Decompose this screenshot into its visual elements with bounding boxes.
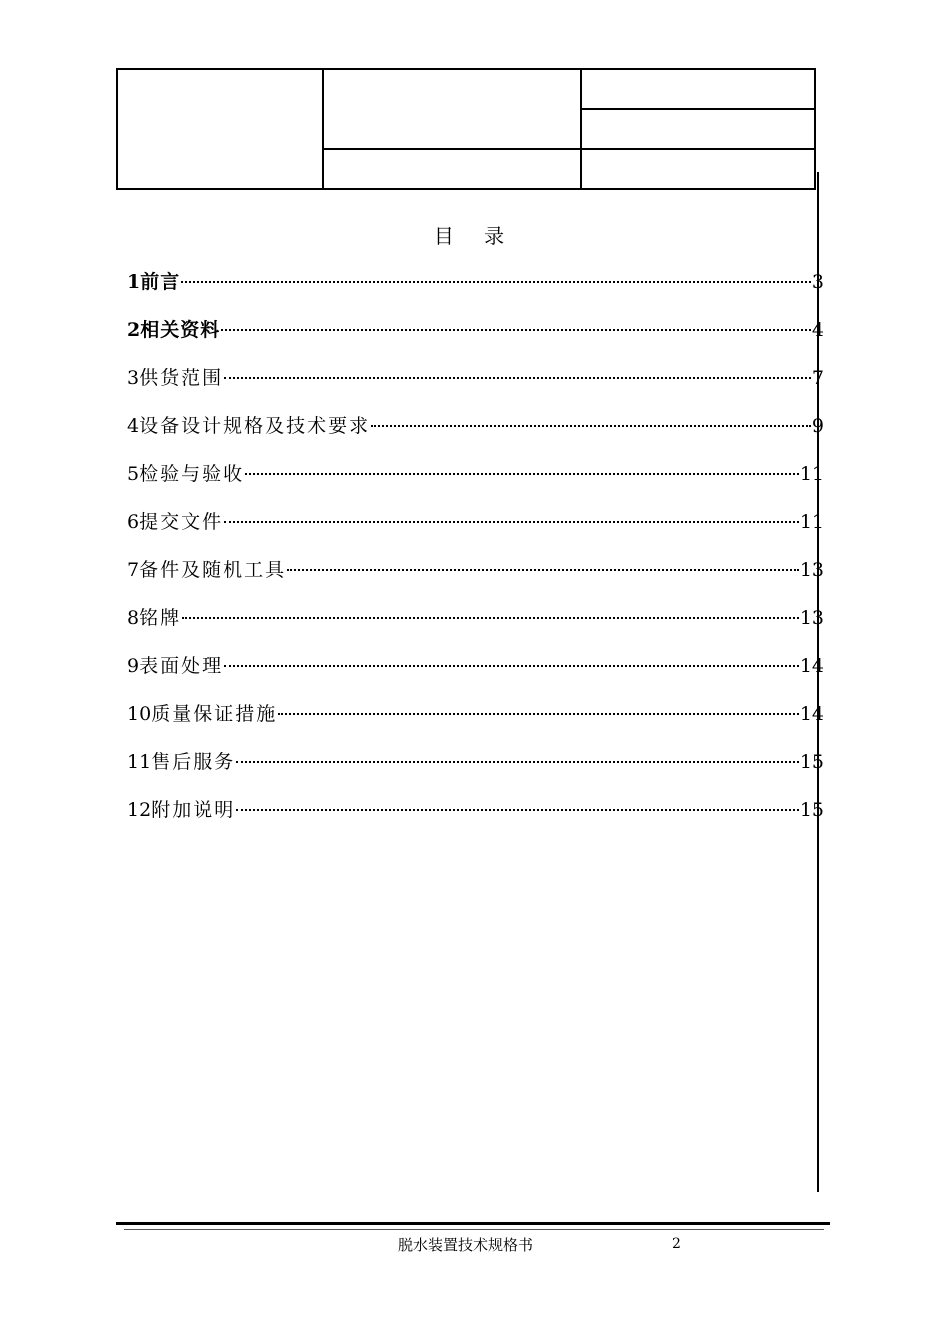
toc-entry-number: 2 (127, 319, 141, 341)
toc-entry-title: 提交文件 (139, 511, 224, 533)
footer-rule-thick (116, 1222, 830, 1225)
toc-entry-title: 设备设计规格及技术要求 (139, 415, 371, 437)
toc-entry-page: 15 (799, 799, 824, 821)
toc-entry[interactable] (127, 598, 824, 646)
toc-entry-title: 表面处理 (139, 655, 224, 677)
toc-leader-dots (236, 760, 799, 763)
footer-page-number: 2 (672, 1236, 681, 1252)
toc-leader-dots (181, 280, 811, 283)
toc-entry-page: 7 (811, 367, 824, 389)
toc-entry-page: 15 (799, 751, 824, 773)
toc-entry[interactable] (127, 790, 824, 838)
toc-entry-number: 12 (127, 799, 152, 821)
toc-leader-dots (224, 520, 799, 523)
toc-leader-dots (287, 568, 799, 571)
toc-entry-title: 检验与验收 (139, 463, 245, 485)
toc-entry-title: 附加说明 (151, 799, 236, 821)
toc-leader-dots (245, 472, 799, 475)
header-revision-cell (581, 109, 815, 149)
toc-heading: 目 录 (433, 224, 517, 248)
toc-entry-page: 4 (811, 319, 824, 341)
toc-leader-dots (224, 376, 811, 379)
header-page-cell (581, 149, 815, 189)
toc-entry-title: 铭牌 (139, 607, 182, 629)
toc-entry-number: 10 (127, 703, 152, 725)
toc-entry-number: 11 (127, 751, 152, 773)
toc-entry-number: 8 (127, 607, 140, 629)
toc-entry-number: 3 (127, 367, 140, 389)
toc-entry[interactable] (127, 550, 824, 598)
footer-document-title: 脱水装置技术规格书 (398, 1236, 534, 1254)
toc-entry-number: 9 (127, 655, 140, 677)
toc-entry[interactable] (127, 310, 824, 358)
toc-entry-page: 11 (799, 511, 824, 533)
header-title-cell (323, 69, 581, 149)
toc-entry-title: 备件及随机工具 (139, 559, 287, 581)
toc-entry-number: 6 (127, 511, 140, 533)
toc-entry-page: 14 (799, 655, 824, 677)
toc-entry[interactable] (127, 694, 824, 742)
toc-entry[interactable] (127, 262, 824, 310)
toc-entry[interactable] (127, 742, 824, 790)
toc-entry[interactable] (127, 454, 824, 502)
header-block-table (116, 68, 816, 190)
header-doc-number-cell (581, 69, 815, 109)
toc-entry[interactable] (127, 406, 824, 454)
toc-leader-dots (371, 424, 811, 427)
table-of-contents (127, 262, 824, 838)
toc-entry-title: 前言 (140, 271, 181, 293)
toc-entry-title: 质量保证措施 (151, 703, 278, 725)
toc-entry[interactable] (127, 502, 824, 550)
toc-entry-page: 14 (799, 703, 824, 725)
toc-leader-dots (224, 664, 799, 667)
toc-entry-page: 13 (799, 559, 824, 581)
toc-leader-dots (182, 616, 799, 619)
toc-entry-page: 9 (811, 415, 824, 437)
toc-leader-dots (221, 328, 811, 331)
toc-entry-page: 11 (799, 463, 824, 485)
toc-entry-page: 3 (811, 271, 824, 293)
toc-entry-page: 13 (799, 607, 824, 629)
toc-leader-dots (278, 712, 799, 715)
toc-leader-dots (236, 808, 799, 811)
toc-entry-number: 5 (127, 463, 140, 485)
toc-entry-title: 相关资料 (140, 319, 221, 341)
header-logo-cell (117, 69, 323, 189)
header-subtitle-cell (323, 149, 581, 189)
toc-entry-number: 7 (127, 559, 140, 581)
toc-entry-title: 售后服务 (151, 751, 236, 773)
toc-entry-number: 1 (127, 271, 141, 293)
toc-entry[interactable] (127, 646, 824, 694)
toc-entry-number: 4 (127, 415, 140, 437)
footer-rule-thin (124, 1229, 824, 1230)
toc-entry[interactable] (127, 358, 824, 406)
toc-entry-title: 供货范围 (139, 367, 224, 389)
